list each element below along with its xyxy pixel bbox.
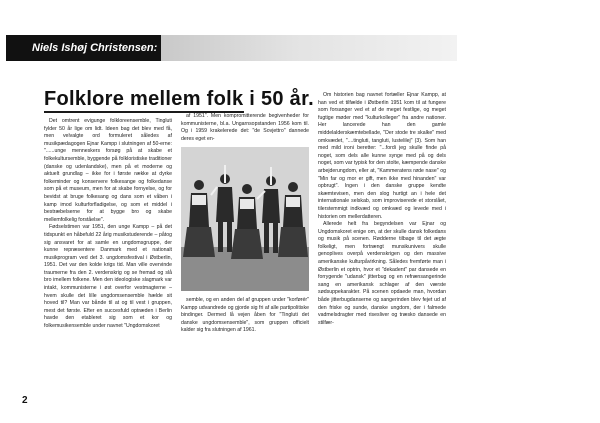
paragraph: Det omtrent evigunge folkloreensemble, Tingluti fylder 50 år lige om lidt. Ideen bag det blev med få, men velvalgte ord formuleret således af musikpædagogen Ejnar Kampp i slutningen af 50-erne: "......unge menneskers forsøg på at skabe et folkekultursemble, byggende på folkloristiske traditioner (danske og udenlandske), men på et moderne og aktuelt grundlag – ikke for i første række at dyrke folkeminder og konservere folkesange og folkedanse som på et museum, men for at skabe fornyelse, og for bevidst at bruge folkesang og dans som et våben i kamp imod kulturforfladigelse, og som et middel i bestræbelserne for at bygge bro og skabe mellemfolkelig forståelse". [44,118,172,223]
text-column-3 [318,92,446,327]
paragraph: Allerede helt fra begyndelsen var Ejnar og Ungdomskoret enige om, at der skulle dansk folkedans og musik på scenen. Rødderne tilbage til det ægte folkeligt, men fortrængt munsikunivers skulle genoplives overpå verdenskrigen og den massive amerikanske kulturpåvirkning. Således fremførte man i Østberlin et optrin, hvor et "dekadent" par dansede en forrygende "udansk" jitterbug og en refrænsangerinde sang en amerikansk schlager af den værste sødsuppekarakter. På scenen opdaede man, hvordan både jitterbugdanserne og sangerinden blev fejet ud af den friske og sunde, danske ungdom, der i falmede vadmelsdragter med risesliver og træsko dansede en stilfær- [318,221,446,326]
paragraph: semble, og en anden del af gruppen under "korførér" Kampp udvandrede og gjorde sig fri af alle partipolitiske bindinger. Dermed lå vejen åben for "Tingluti det danske ungdomsensemble", som gruppen officielt kalder sig fra slutningen af 1961. [181,297,309,334]
paragraph: Fødselstimen var 1951, den unge Kampp – på det tidspunkt en håbefuld 22 årig musikstuderende – påtog sig ansvaret for at samle en ungdomsgruppe, der kunne repræsentere Danmark med et nationalt musikprogram ved det 3. ungdomsfestival i Østberlin, 1951. Det var den kolde krigs tid. Man ville overvinde traumerne fra den 2. verdenskrig og se fremad og slå bro imellem folkene. Men den ideologiske slagmark var intakt, kommunisterne i øst overfor vestmagterne – hvem skulle det lille ungdomsensemble hælde sit hoved til? Man var bånde til at og til vest i gruppen, mest det første. Efter en succesfuld optræden i Berlin havde den etableret sig som et kor og folkemusikensemble under navnet "Ungdomskoret [44,224,172,330]
folk-dance-photo [181,147,309,291]
article-title: Folklore mellem folk i 50 år. [44,88,314,110]
paragraph: af 1951". Men kompromitterende begivenheder for kommunisterne, bl.a. Ungarnsopstanden 1956 kom til. Og i 1959 krakelerede det: "de Sovjettro" dannede deres eget en- [181,113,309,142]
page-number: 2 [22,395,28,406]
text-column-2-bottom [181,297,309,335]
dancers-illustration [181,147,309,291]
header-band [161,35,457,61]
text-column-2-top [181,113,309,143]
paragraph: Om historien bag navnet fortæller Ejnar Kampp, at han ved et tilfælde i Østberlin 1951 kom til at fungere som forsanger ved et af de meget festlige, og meget fugtige møder med "kulturkolleger" fra andre nationer. Her lancerede han den gamle middelalderskæmtebellade, "Der stode tre skalke" med omkvædet, "....tingluti, tangluti, lustelilej" (3). Som han med mild ironi beretter: "...fordi jeg skulle finde på noget, som dels alle kunne synge med på og dels noget, som var typisk for den stolte, kæmpende danske arbejderungdom, eller at, "Kammeratens røde nase" og "Min far og mor er gift, men ikke med hinanden" var opbrugt". Ingen i den danske gruppe kendte skæmtevisen, men den slog hurtigt an i hele det internationale selskab, som improviserede et storslået, tilerstemmigt indkvæd og omkvæd og levede med i historien om mellerdatteren. [318,92,446,220]
text-column-1 [44,118,172,331]
author-byline: Niels Ishøj Christensen: [6,35,161,61]
